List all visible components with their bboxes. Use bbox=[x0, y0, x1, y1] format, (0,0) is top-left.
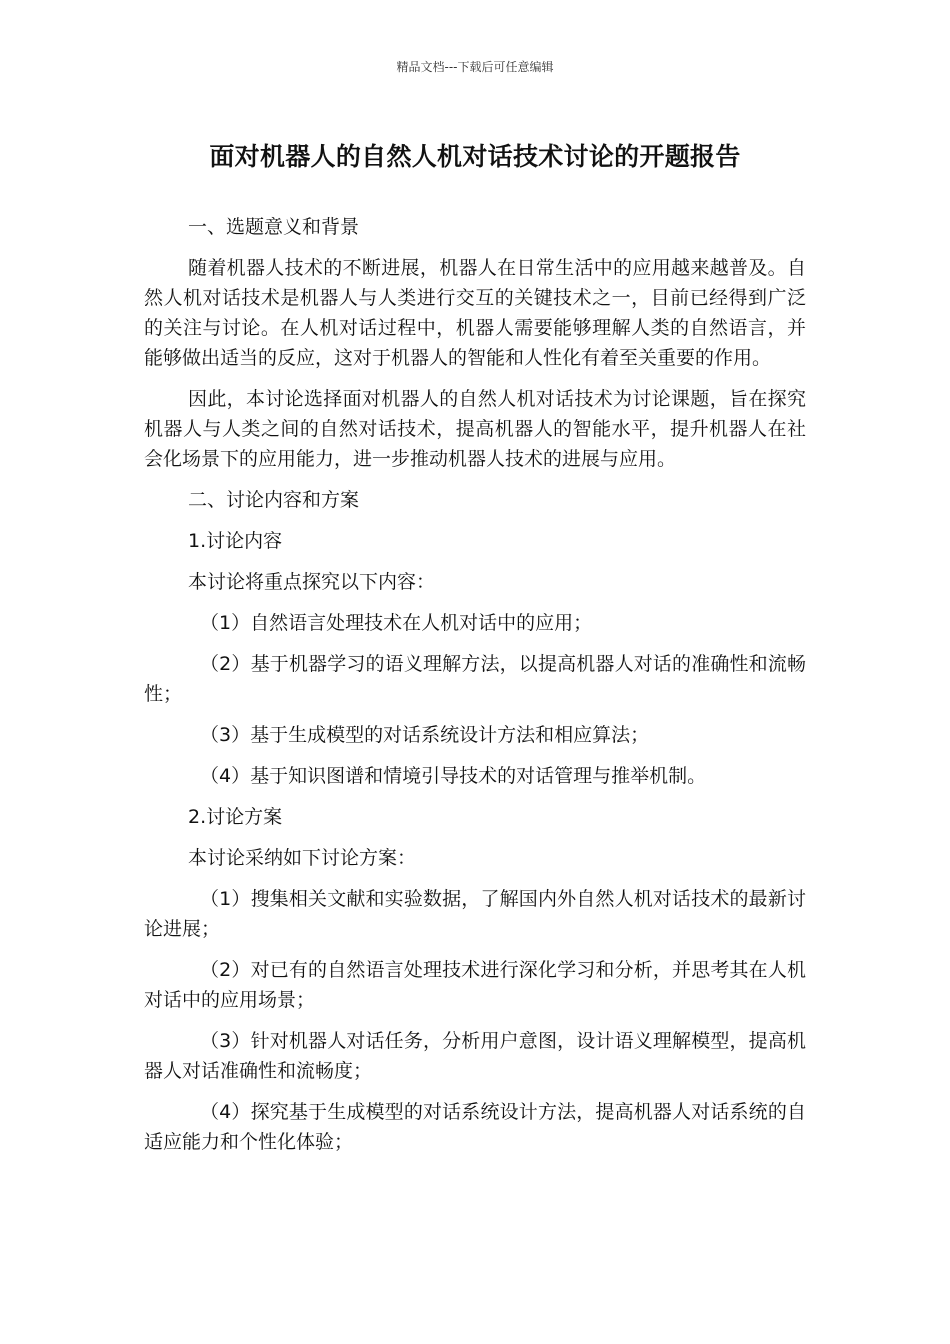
subsection-heading-plan: 2.讨论方案 bbox=[188, 806, 283, 828]
plan-item-4: （4）探究基于生成模型的对话系统设计方法，提高机器人对话系统的自适应能力和个性化体验； bbox=[144, 1101, 806, 1153]
subsection-heading-content: 1.讨论内容 bbox=[188, 530, 283, 552]
plan-item-2: （2）对已有的自然语言处理技术进行深化学习和分析，并思考其在人机对话中的应用场景； bbox=[144, 959, 806, 1011]
content-item-2: （2）基于机器学习的语义理解方法，以提高机器人对话的准确性和流畅性； bbox=[144, 653, 806, 705]
section-heading-1: 一、选题意义和背景 bbox=[188, 216, 360, 238]
paragraph-plan-intro: 本讨论采纳如下讨论方案： bbox=[188, 847, 417, 869]
section-heading-2: 二、讨论内容和方案 bbox=[188, 489, 360, 511]
paragraph-background: 随着机器人技术的不断进展，机器人在日常生活中的应用越来越普及。自然人机对话技术是机器人与人类进行交互的关键技术之一，目前已经得到广泛的关注与讨论。在人机对话过程中，机器人需要能够理解人类的自然语言，并能够做出适当的反应，这对于机器人的智能和人性化有着至关重要的作用。 bbox=[144, 257, 806, 369]
document-title: 面对机器人的自然人机对话技术讨论的开题报告 bbox=[209, 142, 741, 171]
page-header: 精品文档---下载后可任意编辑 bbox=[396, 60, 554, 74]
content-item-3: （3）基于生成模型的对话系统设计方法和相应算法； bbox=[200, 724, 650, 746]
content-item-4: （4）基于知识图谱和情境引导技术的对话管理与推举机制。 bbox=[200, 765, 707, 787]
document-body bbox=[144, 212, 806, 1168]
paragraph-purpose: 因此，本讨论选择面对机器人的自然人机对话技术为讨论课题，旨在探究机器人与人类之间的自然对话技术，提高机器人的智能水平，提升机器人在社会化场景下的应用能力，进一步推动机器人技术的进展与应用。 bbox=[144, 388, 806, 470]
plan-item-3: （3）针对机器人对话任务，分析用户意图，设计语义理解模型，提高机器人对话准确性和流畅度； bbox=[144, 1030, 806, 1082]
content-item-1: （1）自然语言处理技术在人机对话中的应用； bbox=[200, 612, 593, 634]
paragraph-content-intro: 本讨论将重点探究以下内容： bbox=[188, 571, 436, 593]
plan-item-1: （1）搜集相关文献和实验数据，了解国内外自然人机对话技术的最新讨论进展； bbox=[144, 888, 806, 940]
